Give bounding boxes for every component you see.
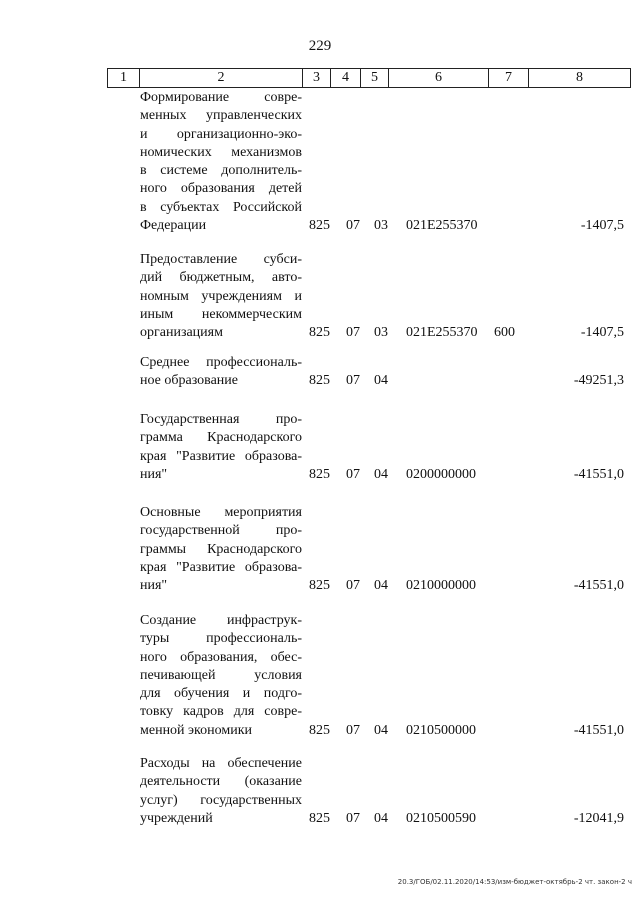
row-subsection: 04 — [374, 467, 388, 482]
row-name-line: иным некоммерческим — [140, 306, 302, 322]
row-section: 07 — [346, 373, 360, 388]
row-name-line: ния" — [140, 466, 168, 482]
row-name-line: товку кадров для совре- — [140, 704, 302, 720]
row-subsection: 04 — [374, 811, 388, 826]
header-col-6: 6 — [388, 69, 488, 87]
row-admin-code: 825 — [309, 811, 330, 826]
row-name-line: деятельности (оказание — [140, 774, 302, 790]
row-section: 07 — [346, 325, 360, 340]
row-name-line: дий бюджетным, авто- — [140, 270, 302, 286]
row-section: 07 — [346, 467, 360, 482]
row-amount: -41551,0 — [573, 723, 624, 738]
header-col-4: 4 — [330, 69, 360, 87]
header-col-7: 7 — [488, 69, 528, 87]
row-name-line: организациям — [140, 325, 223, 341]
row-name-line: для обучения и подго- — [140, 686, 302, 702]
row-amount: -41551,0 — [573, 578, 624, 593]
row-admin-code: 825 — [309, 723, 330, 738]
row-name-line: туры профессиональ- — [140, 631, 302, 647]
row-name-line: ного образования детей — [140, 181, 302, 197]
row-subsection: 04 — [374, 373, 388, 388]
page-number: 229 — [308, 38, 332, 54]
row-name-line: грамма Краснодарского — [140, 430, 302, 446]
row-subsection: 04 — [374, 723, 388, 738]
row-target-article: 0200000000 — [406, 467, 476, 482]
row-admin-code: 825 — [309, 467, 330, 482]
row-subsection: 04 — [374, 578, 388, 593]
row-expense-type: 600 — [494, 325, 515, 340]
row-target-article: 0210500590 — [406, 811, 476, 826]
row-name-line: Создание инфраструк- — [140, 613, 302, 628]
row-name-line: края "Развитие образова- — [140, 448, 302, 464]
header-col-5: 5 — [360, 69, 388, 87]
row-admin-code: 825 — [309, 218, 330, 233]
footer-file-stamp: 20.3/ГОБ/02.11.2020/14:53/изм-бюджет-октябрь-2 чт. закон-2 ч — [397, 878, 632, 886]
row-name — [140, 755, 302, 828]
table-header — [107, 68, 631, 88]
row-admin-code: 825 — [309, 373, 330, 388]
row-admin-code: 825 — [309, 578, 330, 593]
row-section: 07 — [346, 218, 360, 233]
row-admin-code: 825 — [309, 325, 330, 340]
row-name-line: ное образование — [140, 373, 238, 389]
row-name-line: номических механизмов — [140, 144, 302, 160]
header-col-3: 3 — [302, 69, 330, 87]
row-subsection: 03 — [374, 218, 388, 233]
row-amount: -49251,3 — [573, 373, 624, 388]
row-name-line: менной экономики — [140, 722, 253, 738]
row-name-line: в субъектах Российской — [140, 199, 302, 215]
row-name — [140, 504, 302, 595]
row-name-line: Формирование совре- — [140, 90, 302, 105]
row-name-line: Расходы на обеспечение — [140, 756, 302, 771]
row-name-line: номным учреждениям и — [140, 288, 302, 304]
row-target-article: 021Е255370 — [406, 218, 478, 233]
header-col-8: 8 — [528, 69, 630, 87]
row-name — [140, 354, 302, 391]
row-name-line: ния" — [140, 578, 168, 594]
row-name-line: Государственная про- — [140, 412, 302, 427]
row-name-line: в системе дополнитель- — [140, 163, 302, 179]
row-name — [140, 612, 302, 740]
row-section: 07 — [346, 811, 360, 826]
row-name-line: государственной про- — [140, 523, 302, 539]
row-name-line: ного образования, обес- — [140, 649, 302, 665]
row-name-line: менных управленческих — [140, 108, 302, 124]
row-name-line: Основные мероприятия — [140, 505, 302, 520]
row-name-line: печивающей условия — [140, 667, 302, 683]
row-name-line: учреждений — [140, 810, 213, 826]
header-col-1: 1 — [120, 70, 127, 85]
row-section: 07 — [346, 578, 360, 593]
row-name-line: граммы Краснодарского — [140, 541, 302, 557]
row-subsection: 03 — [374, 325, 388, 340]
row-name-line: услуг) государственных — [140, 792, 302, 808]
header-col-2: 2 — [139, 69, 302, 87]
row-name-line: Предоставление субси- — [140, 252, 302, 267]
row-amount: -12041,9 — [573, 811, 624, 826]
row-amount: -1407,5 — [580, 218, 624, 233]
row-name — [140, 251, 302, 342]
row-target-article: 0210000000 — [406, 578, 476, 593]
row-target-article: 0210500000 — [406, 723, 476, 738]
row-name-line: края "Развитие образова- — [140, 559, 302, 575]
row-amount: -1407,5 — [580, 325, 624, 340]
row-target-article: 021Е255370 — [406, 325, 478, 340]
row-name — [140, 411, 302, 484]
row-name-line: Федерации — [140, 218, 207, 234]
row-name — [140, 89, 302, 235]
row-name-line: Среднее профессиональ- — [140, 355, 302, 370]
row-section: 07 — [346, 723, 360, 738]
row-amount: -41551,0 — [573, 467, 624, 482]
row-name-line: и организационно-эко- — [140, 126, 302, 142]
